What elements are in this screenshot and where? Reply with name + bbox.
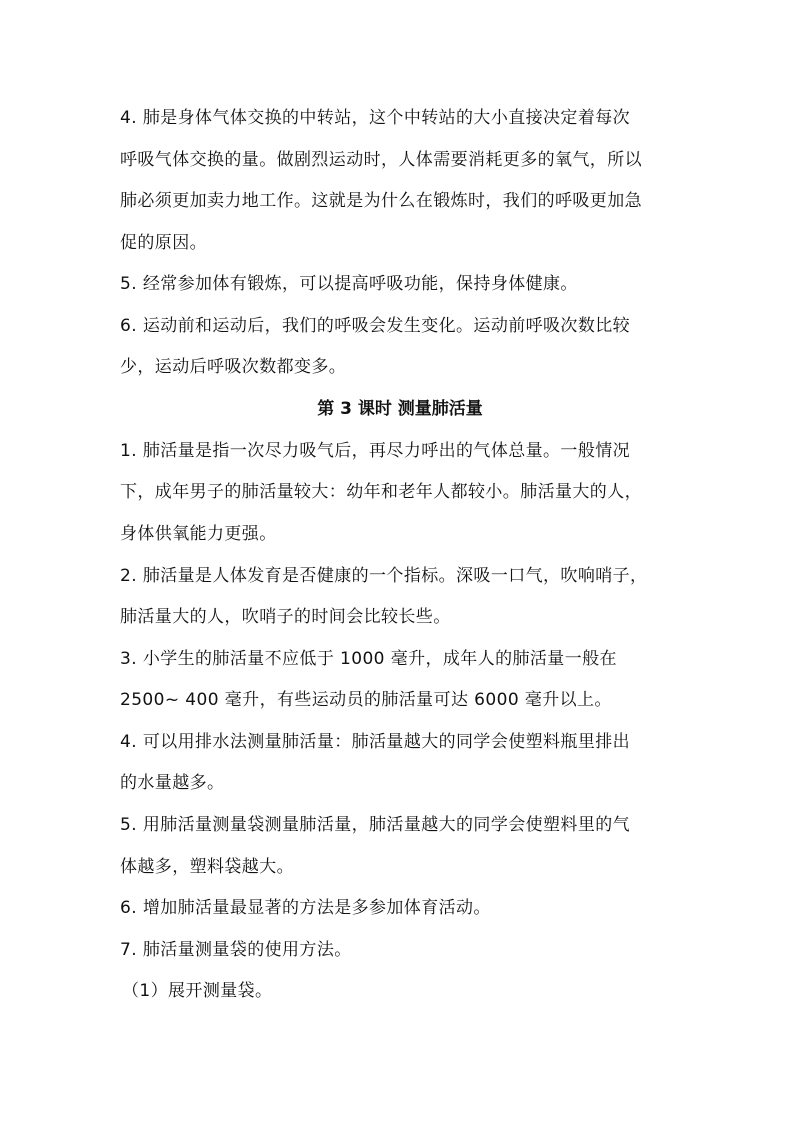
paragraph-line: 6. 增加肺活量最显著的方法是多参加体育活动。 bbox=[120, 898, 491, 918]
paragraph-line: 4. 可以用排水法测量肺活量：肺活量越大的同学会使塑料瓶里排出 bbox=[120, 732, 631, 752]
paragraph-line: 呼吸气体交换的量。做剧烈运动时，人体需要消耗更多的氧气，所以 bbox=[120, 150, 642, 170]
paragraph-line: 促的原因。 bbox=[120, 233, 207, 253]
paragraph-line: 5. 用肺活量测量袋测量肺活量，肺活量越大的同学会使塑料里的气 bbox=[120, 815, 631, 835]
paragraph-line: 肺活量大的人，吹哨子的时间会比较长些。 bbox=[120, 607, 451, 627]
paragraph-line: 下，成年男子的肺活量较大：幼年和老年人都较小。肺活量大的人， bbox=[120, 482, 642, 502]
paragraph-line: 2. 肺活量是人体发育是否健康的一个指标。深吸一口气，吹响哨子， bbox=[120, 566, 648, 586]
paragraph-line: 7. 肺活量测量袋的使用方法。 bbox=[120, 940, 352, 960]
paragraph-line: 肺必须更加卖力地工作。这就是为什么在锻炼时，我们的呼吸更加急 bbox=[120, 191, 642, 211]
paragraph-line: 4. 肺是身体气体交换的中转站，这个中转站的大小直接决定着每次 bbox=[120, 108, 631, 128]
paragraph-line: 3. 小学生的肺活量不应低于 1000 毫升，成年人的肺活量一般在 bbox=[120, 649, 617, 669]
paragraph-line: 少，运动后呼吸次数都变多。 bbox=[120, 357, 347, 377]
paragraph-line: 1. 肺活量是指一次尽力吸气后，再尽力呼出的气体总量。一般情况 bbox=[120, 441, 631, 461]
paragraph-line: 体越多，塑料袋越大。 bbox=[120, 857, 294, 877]
paragraph-line: 5. 经常参加体有锻炼，可以提高呼吸功能，保持身体健康。 bbox=[120, 274, 578, 294]
section-heading: 第 3 课时 测量肺活量 bbox=[317, 399, 483, 419]
paragraph-line: 6. 运动前和运动后，我们的呼吸会发生变化。运动前呼吸次数比较 bbox=[120, 316, 631, 336]
paragraph-line: 身体供氧能力更强。 bbox=[120, 524, 277, 544]
paragraph-line: 的水量越多。 bbox=[120, 773, 225, 793]
paragraph-line: （1）展开测量袋。 bbox=[122, 981, 273, 1001]
paragraph-line: 2500~ 400 毫升，有些运动员的肺活量可达 6000 毫升以上。 bbox=[120, 690, 612, 710]
